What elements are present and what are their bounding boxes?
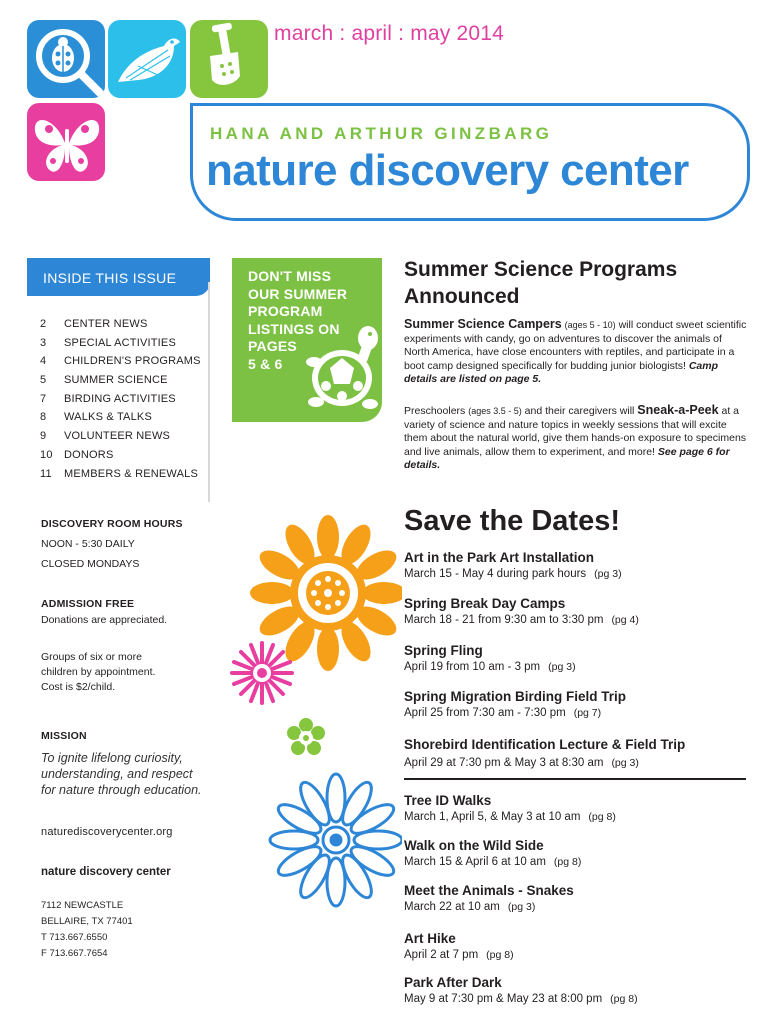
sneak-a-peek-lead: Sneak-a-Peek bbox=[637, 403, 719, 417]
event-item bbox=[404, 689, 749, 719]
toc-label: BIRDING ACTIVITIES bbox=[64, 392, 176, 405]
toc-page: 3 bbox=[40, 336, 47, 349]
event-detail: May 9 at 7:30 pm & May 23 at 8:00 pm bbox=[404, 993, 603, 1005]
hours-line: CLOSED MONDAYS bbox=[41, 558, 140, 570]
flower-decoration bbox=[210, 495, 402, 915]
event-detail: March 22 at 10 am bbox=[404, 901, 500, 913]
shovel-icon bbox=[190, 20, 268, 98]
event-title: Spring Migration Birding Field Trip bbox=[404, 689, 626, 704]
preschoolers-ref: See page 6 for details. bbox=[404, 445, 730, 472]
toc-page: 4 bbox=[40, 355, 47, 368]
summer-campers-ages: (ages 5 - 10) bbox=[564, 320, 616, 330]
event-detail: March 15 - May 4 during park hours bbox=[404, 568, 587, 580]
event-title: Spring Fling bbox=[404, 643, 483, 658]
summer-campers-ref: Camp details are listed on page 5. bbox=[404, 359, 719, 386]
toc-page: 5 bbox=[40, 374, 47, 387]
magnifier-bug-tile bbox=[27, 20, 105, 98]
event-page: (pg 7) bbox=[573, 707, 602, 719]
event-title: Art in the Park Art Installation bbox=[404, 550, 595, 565]
toc-page: 10 bbox=[40, 448, 53, 461]
event-page: (pg 3) bbox=[594, 568, 622, 580]
event-title: Spring Break Day Camps bbox=[404, 596, 566, 611]
magnifier-bug-icon bbox=[27, 20, 105, 98]
event-item bbox=[404, 931, 749, 961]
mission-line: understanding, and respect bbox=[41, 767, 193, 781]
issue-date-range: march : april : may 2014 bbox=[274, 22, 505, 45]
toc-label: SPECIAL ACTIVITIES bbox=[64, 336, 177, 349]
flower-icon bbox=[232, 643, 292, 703]
event-item bbox=[404, 838, 749, 868]
mission-line: for nature through education. bbox=[41, 783, 202, 797]
toc-label: VOLUNTEER NEWS bbox=[64, 430, 171, 443]
toc-page: 11 bbox=[40, 467, 52, 480]
shovel-tile bbox=[190, 20, 268, 98]
event-item bbox=[404, 643, 749, 673]
preschoolers-body: at a variety of science and nature topics in weekly sessions that will excite them about the natural world, give them hands-on exposure to specimens and live animals, allow them to experiment, and more! bbox=[404, 405, 747, 458]
event-item bbox=[404, 975, 749, 1005]
admission-block bbox=[41, 596, 167, 628]
event-page: (pg 4) bbox=[611, 614, 639, 626]
toc-label: SUMMER SCIENCE bbox=[64, 374, 168, 387]
event-page: (pg 8) bbox=[610, 993, 638, 1005]
summer-campers-lead: Summer Science Campers bbox=[404, 317, 562, 331]
event-detail: March 15 & April 6 at 10 am bbox=[404, 856, 546, 868]
event-page: (pg 3) bbox=[507, 901, 536, 913]
toc-label: DONORS bbox=[64, 448, 114, 461]
event-title: Park After Dark bbox=[404, 975, 502, 990]
admission-text: Donations are appreciated. bbox=[41, 614, 168, 626]
address-city: BELLAIRE, TX 77401 bbox=[41, 916, 133, 927]
summer-program-callout bbox=[232, 258, 382, 422]
event-detail: April 25 from 7:30 am - 7:30 pm bbox=[404, 707, 566, 719]
event-title: Tree ID Walks bbox=[404, 793, 492, 808]
mission-title: MISSION bbox=[41, 730, 87, 742]
event-title: Meet the Animals - Snakes bbox=[404, 883, 574, 898]
hours-title: DISCOVERY ROOM HOURS bbox=[41, 518, 183, 530]
event-page: (pg 8) bbox=[553, 856, 582, 868]
toc-label: CHILDREN'S PROGRAMS bbox=[64, 355, 201, 368]
events-divider bbox=[404, 778, 746, 780]
address-phone: T 713.667.6550 bbox=[41, 932, 108, 943]
event-title: Shorebird Identification Lecture & Field Trip bbox=[404, 737, 686, 752]
toc-page: 9 bbox=[40, 430, 47, 443]
groups-line: children by appointment. bbox=[41, 666, 156, 678]
summer-campers-body: will conduct sweet scientific experiments with candy, go on adventures to discover the animals of North America, have close encounters with reptiles, and participate in a boot camp designed specifically for budding junior biologists! bbox=[404, 319, 747, 372]
groups-line: Cost is $2/child. bbox=[41, 681, 116, 693]
event-detail: April 29 at 7:30 pm & May 3 at 8:30 am bbox=[404, 757, 604, 769]
event-item bbox=[404, 550, 749, 580]
hours-line: NOON - 5:30 DAILY bbox=[41, 538, 135, 550]
event-detail: April 2 at 7 pm bbox=[404, 949, 479, 961]
event-item bbox=[404, 737, 749, 769]
preschoolers-paragraph bbox=[404, 404, 748, 473]
toc-label: WALKS & TALKS bbox=[64, 411, 152, 424]
brand-title: nature discovery center bbox=[206, 146, 689, 195]
event-page: (pg 8) bbox=[588, 811, 616, 823]
event-title: Art Hike bbox=[404, 931, 456, 946]
summer-campers-paragraph bbox=[404, 318, 748, 387]
toc-label: CENTER NEWS bbox=[64, 318, 148, 330]
preschoolers-mid: and their caregivers will bbox=[521, 405, 638, 417]
hours-block bbox=[41, 516, 183, 572]
inside-issue-header bbox=[27, 258, 210, 296]
event-page: (pg 3) bbox=[548, 661, 576, 673]
admission-title: ADMISSION FREE bbox=[41, 598, 135, 610]
mission-block bbox=[41, 728, 202, 798]
address-street: 7112 NEWCASTLE bbox=[41, 900, 124, 911]
toc-page: 8 bbox=[40, 411, 47, 424]
groups-line: Groups of six or more bbox=[41, 651, 142, 663]
preschoolers-start: Preschoolers bbox=[404, 405, 469, 417]
website-link[interactable]: naturediscoverycenter.org bbox=[41, 826, 173, 838]
flower-icon bbox=[287, 718, 325, 755]
inside-issue-title: INSIDE THIS ISSUE bbox=[43, 270, 177, 286]
event-detail: April 19 from 10 am - 3 pm bbox=[404, 661, 541, 673]
callout-text: DON'T MISS OUR SUMMER PROGRAM LISTINGS ON PAGES 5 & 6 bbox=[248, 268, 348, 372]
butterfly-icon bbox=[27, 103, 105, 181]
event-page: (pg 8) bbox=[486, 949, 514, 961]
toc-label: MEMBERS & RENEWALS bbox=[64, 467, 198, 480]
address-block bbox=[41, 898, 133, 962]
toc-page: 7 bbox=[40, 392, 47, 405]
bird-tile bbox=[108, 20, 186, 98]
flower-icon bbox=[270, 774, 402, 906]
mission-line: To ignite lifelong curiosity, bbox=[41, 751, 183, 765]
event-item bbox=[404, 793, 749, 823]
butterfly-tile bbox=[27, 103, 105, 181]
turtle-icon bbox=[302, 322, 382, 422]
preschoolers-ages: (ages 3.5 - 5) bbox=[468, 406, 522, 416]
toc-divider bbox=[208, 282, 210, 502]
event-detail: March 1, April 5, & May 3 at 10 am bbox=[404, 811, 581, 823]
summer-programs-heading: Summer Science Programs Announced bbox=[404, 258, 678, 308]
bird-icon bbox=[108, 20, 186, 98]
event-title: Walk on the Wild Side bbox=[404, 838, 544, 853]
event-item bbox=[404, 883, 749, 913]
groups-block bbox=[41, 650, 155, 695]
event-page: (pg 3) bbox=[611, 757, 639, 769]
save-the-dates-heading: Save the Dates! bbox=[404, 505, 620, 537]
event-item bbox=[404, 596, 749, 626]
address-fax: F 713.667.7654 bbox=[41, 948, 108, 959]
toc-page: 2 bbox=[40, 318, 47, 330]
event-detail: March 18 - 21 from 9:30 am to 3:30 pm bbox=[404, 614, 604, 626]
org-kicker: HANA AND ARTHUR GINZBARG bbox=[210, 124, 553, 143]
address-org-name: nature discovery center bbox=[41, 866, 171, 878]
